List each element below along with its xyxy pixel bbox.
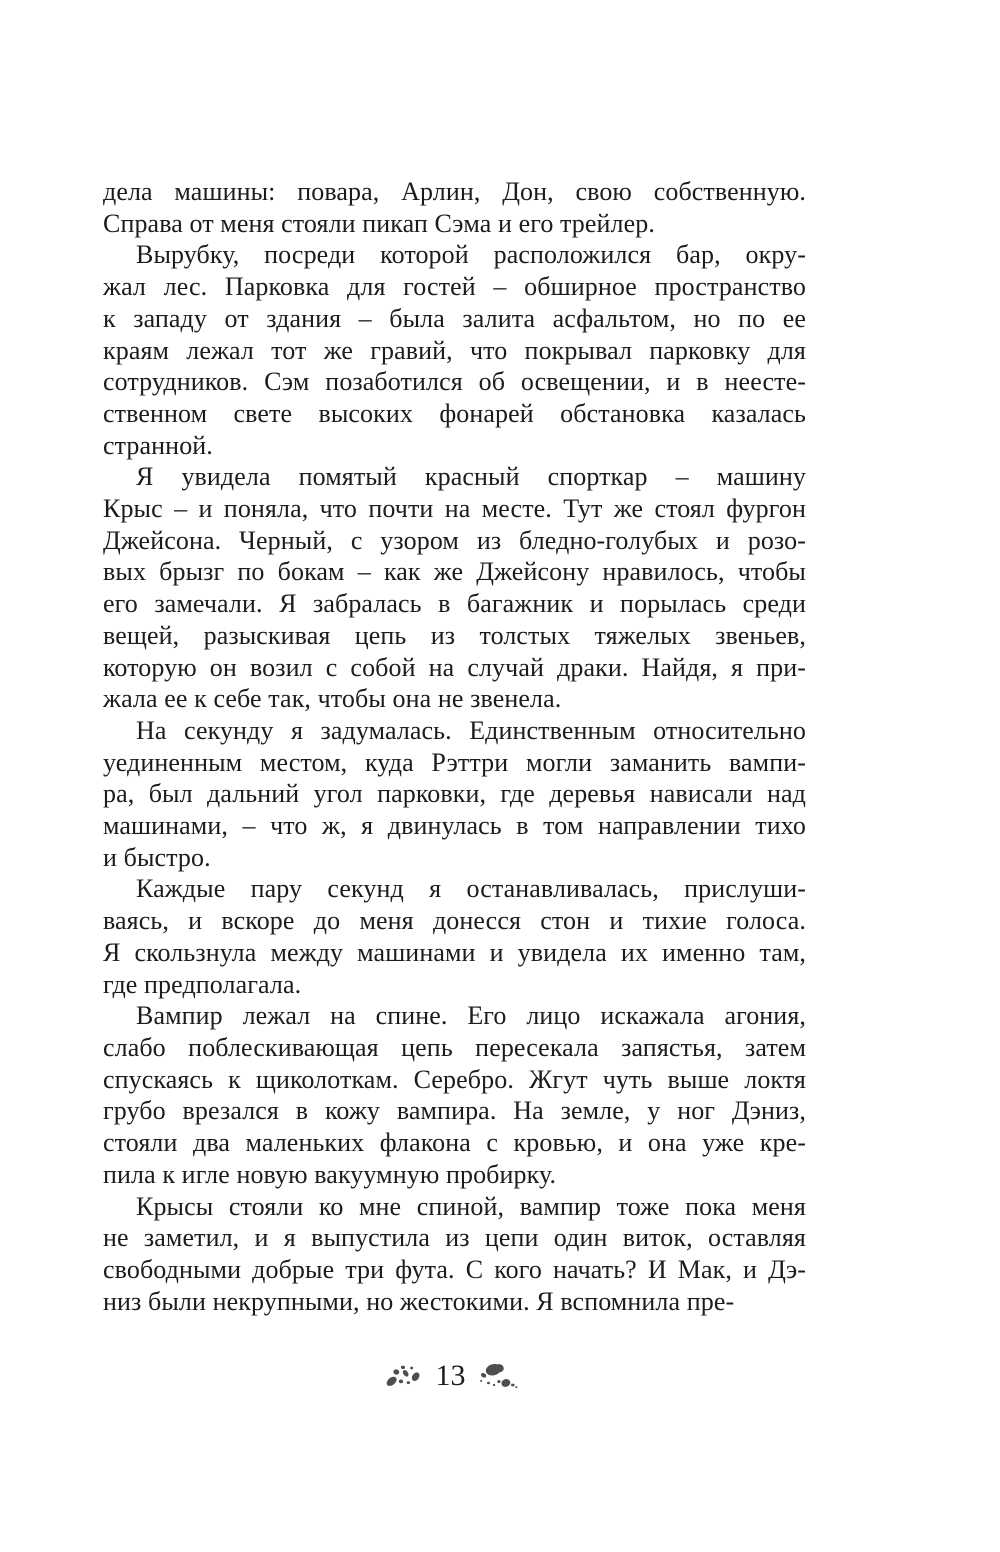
text-line: к западу от здания – была залита асфальтом, но по ее — [103, 303, 806, 333]
text-line: машинами, – что ж, я двинулась в том направлении тихо — [103, 811, 806, 841]
paragraph — [103, 1191, 806, 1318]
text-line: низ были некрупными, но жестокими. Я вспомнила пре- — [103, 1286, 735, 1316]
paw-prints-left-icon — [385, 1362, 425, 1390]
text-line: уединенным местом, куда Рэттри могли заманить вампи- — [103, 747, 806, 777]
paragraph — [103, 239, 806, 461]
text-line: Крысы стояли ко мне спиной, вампир тоже пока меня — [136, 1191, 806, 1221]
paragraph — [103, 1000, 806, 1190]
text-line: грубо врезался в кожу вампира. На земле, у ног Дэниз, — [103, 1096, 806, 1126]
text-line: сотрудников. Сэм позаботился об освещении, и в неесте- — [103, 367, 806, 397]
paw-prints-right-icon — [477, 1360, 525, 1392]
text-line: вых брызг по бокам – как же Джейсону нравилось, чтобы — [103, 557, 806, 587]
text-line: Крыс – и поняла, что почти на месте. Тут же стоял фургон — [103, 494, 806, 524]
text-line: пила к игле новую вакуумную пробирку. — [103, 1159, 557, 1189]
text-line: Каждые пару секунд я останавливалась, прислуши- — [136, 874, 806, 904]
text-line: спускаясь к щиколоткам. Серебро. Жгут чуть выше локтя — [103, 1064, 806, 1094]
text-line: свободными добрые три фута. С кого начать? И Мак, и Дэ- — [103, 1254, 806, 1284]
text-line: ваясь, и вскоре до меня донесся стон и тихие голоса. — [103, 906, 806, 936]
text-line: и быстро. — [103, 842, 211, 872]
text-line: Вырубку, посреди которой расположился бар, окру- — [136, 240, 806, 270]
text-line: которую он возил с собой на случай драки. Найдя, я при- — [103, 652, 806, 682]
text-line: ственном свете высоких фонарей обстановка казалась — [103, 398, 806, 428]
text-line: Справа от меня стояли пикап Сэма и его трейлер. — [103, 208, 655, 238]
text-line: Джейсона. Черный, с узором из бледно-голубых и розо- — [103, 525, 806, 555]
text-line: Я увидела помятый красный спорткар – машину — [136, 462, 806, 492]
page-footer — [103, 1356, 806, 1396]
text-line: где предполагала. — [103, 969, 302, 999]
paragraph — [103, 715, 806, 874]
text-line: На секунду я задумалась. Единственным относительно — [136, 715, 806, 745]
paragraph — [103, 461, 806, 715]
text-line: ра, был дальний угол парковки, где деревья нависали над — [103, 779, 806, 809]
text-line: слабо поблескивающая цепь пересекала запястья, затем — [103, 1032, 806, 1062]
text-line: странной. — [103, 430, 213, 460]
text-line: не заметил, и я выпустила из цепи один виток, оставляя — [103, 1223, 806, 1253]
text-line: дела машины: повара, Арлин, Дон, свою собственную. — [103, 177, 806, 206]
text-line: краям лежал тот же гравий, что покрывал парковку для — [103, 335, 806, 365]
text-line: стояли два маленьких флакона с кровью, и она уже кре- — [103, 1128, 806, 1158]
text-line: жал лес. Парковка для гостей – обширное пространство — [103, 272, 806, 302]
paragraph — [103, 176, 806, 239]
text-line: Я скользнула между машинами и увидела их именно там, — [103, 937, 806, 967]
text-line: Вампир лежал на спине. Его лицо искажала агония, — [136, 1001, 806, 1031]
text-line: вещей, разыскивая цепь из толстых тяжелых звеньев, — [103, 620, 806, 650]
text-line: его замечали. Я забралась в багажник и порылась среди — [103, 589, 806, 619]
paragraph — [103, 873, 806, 1000]
page-number: 13 — [435, 1359, 466, 1392]
page-text — [103, 176, 806, 1317]
text-line: жала ее к себе так, чтобы она не звенела. — [103, 684, 562, 714]
